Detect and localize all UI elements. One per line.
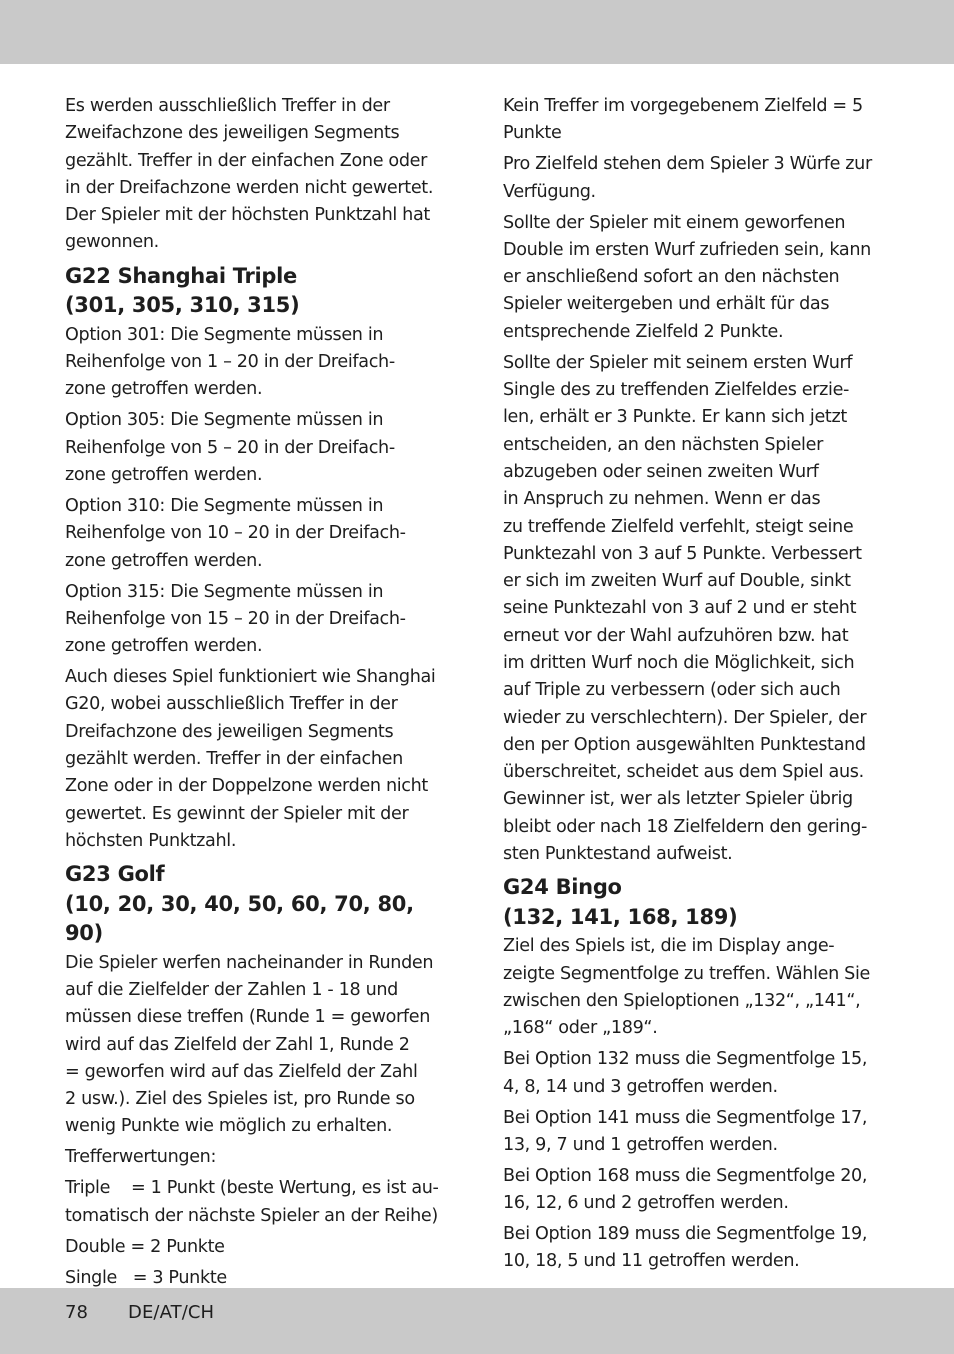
g23-throws: Pro Zielfeld stehen dem Spieler 3 Würfe zur Verfügung. (503, 154, 872, 202)
g23-double-first: Sollte der Spieler mit einem geworfenen Double im ersten Wurf zufrieden sein, kann er anschließend sofort an den nächsten Spieler weitergeben und erhält für das entsprechende Zielfeld 2 Punkte. (503, 212, 871, 342)
intro-paragraph: Es werden ausschließlich Treffer in der Zweifachzone des jeweiligen Segments gezählt. Treffer in der einfachen Zone oder in der Dreifachzone werden nicht gewertet. Der Spieler mit der höchsten Punktzahl hat gewonnen. (65, 96, 434, 253)
header-bar (0, 0, 954, 64)
page-number: 78 (65, 1302, 89, 1323)
g22-option-301: Option 301: Die Segmente müssen in Reihenfolge von 1 – 20 in der Dreifach- zone getroffen werden. (65, 324, 395, 400)
g24-option-132: Bei Option 132 muss die Segmentfolge 15, 4, 8, 14 und 3 getroffen werden. (503, 1049, 868, 1097)
g22-rules: Auch dieses Spiel funktioniert wie Shanghai G20, wobei ausschließlich Treffer in der Dreifachzone des jeweiligen Segments gezählt werden. Treffer in der einfachen Zone oder in der Doppelzone werden nicht gewertet. Es gewinnt der Spieler mit der höchsten Punktzahl. (65, 667, 436, 851)
g24-option-189: Bei Option 189 muss die Segmentfolge 19, 10, 18, 5 und 11 getroffen werden. (503, 1224, 868, 1272)
g23-scoring-double: Double = 2 Punkte (65, 1236, 225, 1257)
left-column (65, 93, 455, 1296)
g23-scoring-triple: Triple = 1 Punkt (beste Wertung, es ist au- tomatisch der nächste Spieler an der Reihe) (65, 1178, 439, 1226)
g23-rules: Die Spieler werfen nacheinander in Runden auf die Zielfelder der Zahlen 1 - 18 und müssen diese treffen (Runde 1 = geworfen wird auf das Zielfeld der Zahl 1, Runde 2 = geworfen wird auf das Zielfeld der Zahl 2 usw.). Ziel des Spieles ist, pro Runde so wenig Punkte wie möglich zu erhalten. (65, 952, 434, 1137)
g24-option-141: Bei Option 141 muss die Segmentfolge 17, 13, 9, 7 und 1 getroffen werden. (503, 1107, 868, 1155)
g24-heading: G24 Bingo (132, 141, 168, 189) (503, 875, 738, 929)
region-label: DE/AT/CH (128, 1302, 215, 1323)
g24-intro: Ziel des Spiels ist, die im Display ange- zeigte Segmentfolge zu treffen. Wählen Sie zwischen den Spieloptionen „132“, „141“, „168“ oder „189“. (503, 936, 870, 1039)
right-column (503, 93, 893, 1279)
g22-option-315: Option 315: Die Segmente müssen in Reihenfolge von 15 – 20 in der Dreifach- zone getroffen werden. (65, 581, 406, 657)
g22-heading: G22 Shanghai Triple (301, 305, 310, 315) (65, 263, 300, 318)
g23-no-hit: Kein Treffer im vorgegebenem Zielfeld = 5 Punkte (503, 96, 863, 144)
g23-heading: G23 Golf (10, 20, 30, 40, 50, 60, 70, 80, 90) (65, 862, 414, 946)
g22-option-310: Option 310: Die Segmente müssen in Reihenfolge von 10 – 20 in der Dreifach- zone getroffen werden. (65, 495, 406, 571)
g24-option-168: Bei Option 168 muss die Segmentfolge 20, 16, 12, 6 und 2 getroffen werden. (503, 1165, 868, 1214)
g23-single-first: Sollte der Spieler mit seinem ersten Wurf Single des zu treffenden Zielfeldes erzie- len, erhält er 3 Punkte. Er kann sich jetzt entscheiden, an den nächsten Spieler abzugeben oder seinen zweiten Wurf in Anspruch zu nehmen. Wenn er das zu treffende Zielfeld verfehlt, steigt seine Punktezahl von 3 auf 5 Punkte. Verbessert er sich im zweiten Wurf auf Double, sinkt seine Punktezahl von 3 auf 2 und er steht erneut vor der Wahl aufzuhören bzw. hat im dritten Wurf noch die Möglichkeit, sich auf Triple zu verbessern (oder sich auch wieder zu verschlechtern). Der Spieler, der den per Option ausgewählten Punktestand überschreitet, scheidet aus dem Spiel aus. Gewinner ist, wer als letzter Spieler übrig bleibt oder nach 18 Zielfeldern den gering- sten Punktestand aufweist. (503, 352, 868, 865)
g22-option-305: Option 305: Die Segmente müssen in Reihenfolge von 5 – 20 in der Dreifach- zone getroffen werden. (65, 410, 395, 485)
g23-scoring-single: Single = 3 Punkte (65, 1267, 227, 1288)
g23-scoring-title: Trefferwertungen: (65, 1147, 217, 1168)
